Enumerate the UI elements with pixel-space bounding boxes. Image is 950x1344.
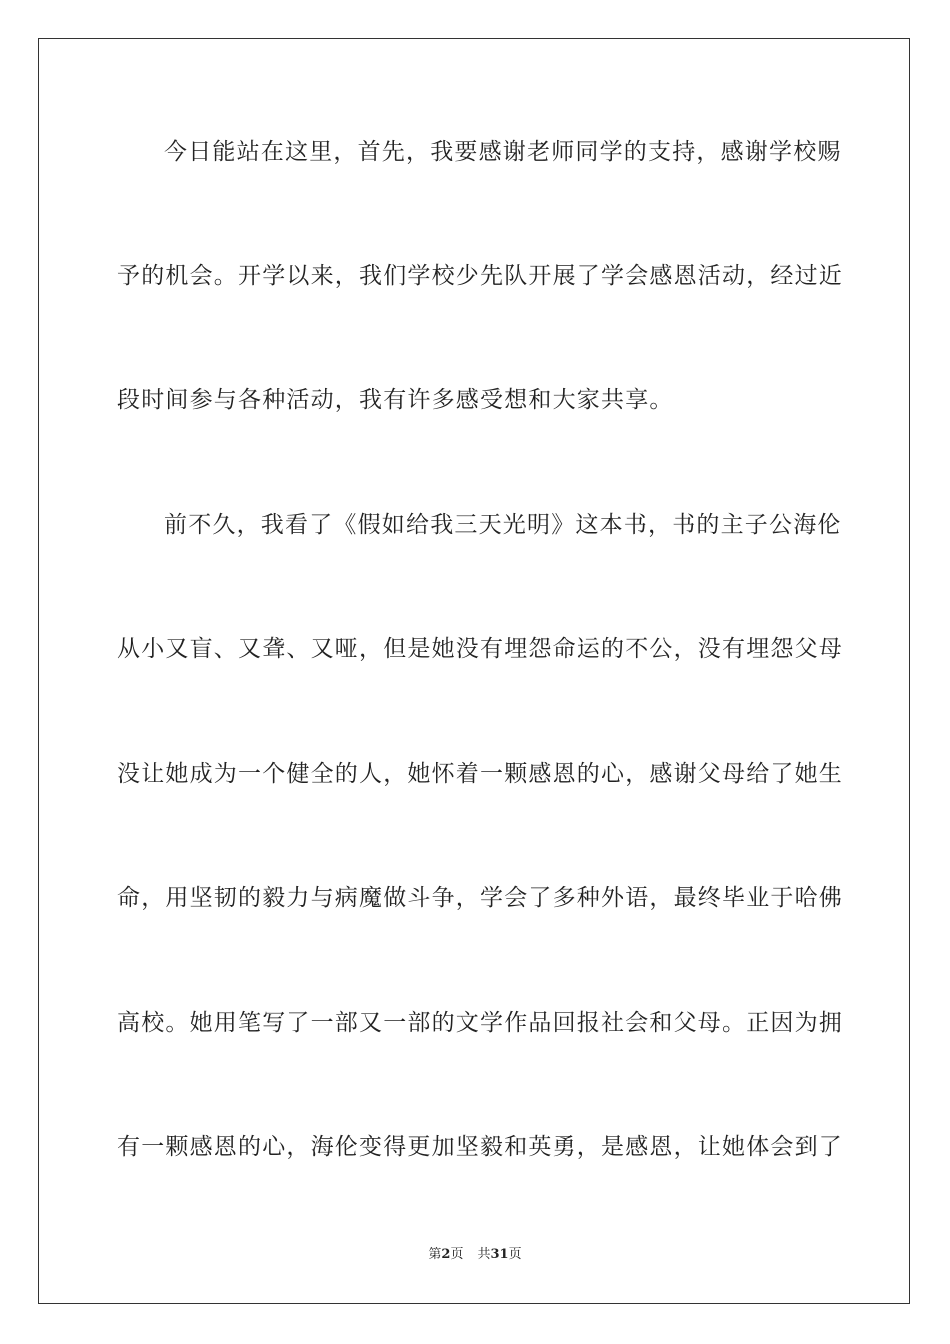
paragraph-line: 从小又盲、又聋、又哑，但是她没有埋怨命运的不公，没有埋怨父母	[117, 636, 843, 662]
page-border	[38, 38, 910, 1304]
page-prefix: 第	[428, 1247, 442, 1262]
page-suffix: 页	[450, 1247, 464, 1262]
paragraph-line: 没让她成为一个健全的人，她怀着一颗感恩的心，感谢父母给了她生	[117, 761, 843, 787]
page-number: 2	[441, 1247, 451, 1262]
paragraph-line: 前不久，我看了《假如给我三天光明》这本书，书的主子公海伦	[164, 512, 842, 538]
paragraph-line: 高校。她用笔写了一部又一部的文学作品回报社会和父母。正因为拥	[117, 1010, 843, 1036]
total-suffix: 页	[508, 1247, 522, 1262]
paragraph-line: 有一颗感恩的心，海伦变得更加坚毅和英勇，是感恩，让她体会到了	[117, 1134, 843, 1160]
page-footer	[0, 1246, 950, 1264]
paragraph-line: 命，用坚韧的毅力与病魔做斗争，学会了多种外语，最终毕业于哈佛	[117, 885, 843, 911]
paragraph-line: 段时间参与各种活动，我有许多感受想和大家共享。	[117, 387, 674, 413]
total-pages: 31	[490, 1247, 509, 1262]
paragraph-line: 今日能站在这里，首先，我要感谢老师同学的支持，感谢学校赐	[164, 139, 842, 165]
total-prefix: 共	[477, 1247, 491, 1262]
paragraph-line: 予的机会。开学以来，我们学校少先队开展了学会感恩活动，经过近	[117, 263, 843, 289]
